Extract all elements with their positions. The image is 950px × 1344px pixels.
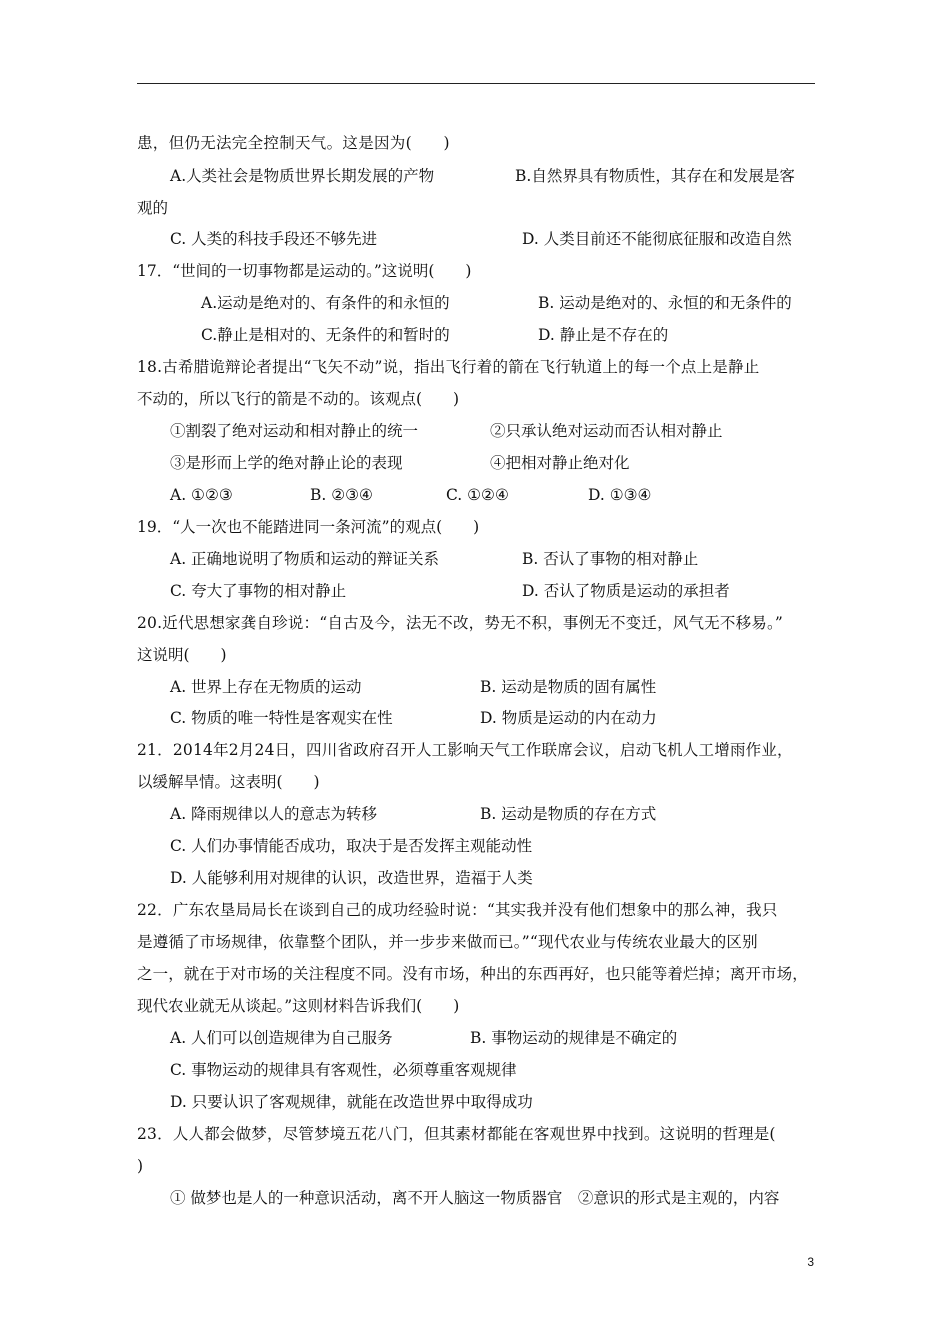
option-d: D. ①③④ — [588, 486, 652, 504]
question-21: 21．2014年2月24日，四川省政府召开人工影响天气工作联席会议，启动飞机人工增雨作业， — [137, 741, 793, 759]
question-17: 17．“世间的一切事物都是运动的。”这说明( ) — [137, 262, 472, 280]
option-c: C. 夸大了事物的相对静止 — [170, 582, 347, 600]
question-22: 22．广东农垦局局长在谈到自己的成功经验时说：“其实我并没有他们想象中的那么神，我只 — [137, 901, 778, 919]
option-c: C. ①②④ — [446, 486, 509, 504]
option-b: B. 运动是物质的存在方式 — [480, 805, 657, 823]
option-b: B. 事物运动的规律是不确定的 — [470, 1029, 678, 1047]
option-b: B. ②③④ — [310, 486, 373, 504]
option-a: A.运动是绝对的、有条件的和永恒的 — [201, 294, 450, 312]
statement-3: ③是形而上学的绝对静止论的表现 — [170, 454, 403, 472]
text-line: 现代农业就无从谈起。”这则材料告诉我们( ) — [137, 997, 460, 1015]
page-number: 3 — [807, 1255, 814, 1269]
option-d: D. 人能够利用对规律的认识，改造世界，造福于人类 — [170, 869, 533, 887]
statement-2: ②只承认绝对运动而否认相对静止 — [490, 422, 723, 440]
text-line: ) — [137, 1157, 144, 1175]
text-line: 之一，就在于对市场的关注程度不同。没有市场，种出的东西再好，也只能等着烂掉；离开市场， — [137, 965, 808, 983]
text-line: 患，但仍无法完全控制天气。这是因为( ) — [137, 134, 450, 152]
option-c: C. 人类的科技手段还不够先进 — [170, 230, 378, 248]
option-a: A. 正确地说明了物质和运动的辩证关系 — [170, 550, 440, 568]
statement-4: ④把相对静止绝对化 — [490, 454, 630, 472]
statement-1: ① 做梦也是人的一种意识活动，离不开人脑这一物质器官 ②意识的形式是主观的，内容 — [170, 1189, 780, 1207]
option-b: B. 否认了事物的相对静止 — [522, 550, 699, 568]
option-a: A. 降雨规律以人的意志为转移 — [170, 805, 378, 823]
option-b: B. 运动是物质的固有属性 — [480, 678, 657, 696]
option-c: C. 事物运动的规律具有客观性，必须尊重客观规律 — [170, 1061, 517, 1079]
question-23: 23．人人都会做梦，尽管梦境五花八门，但其素材都能在客观世界中找到。这说明的哲理是( — [137, 1125, 776, 1143]
text-line: 以缓解旱情。这表明( ) — [137, 773, 320, 791]
question-18: 18.古希腊诡辩论者提出“飞矢不动”说，指出飞行着的箭在飞行轨道上的每一个点上是静止 — [137, 358, 760, 376]
option-d: D. 只要认识了客观规律，就能在改造世界中取得成功 — [170, 1093, 533, 1111]
option-d: D. 静止是不存在的 — [538, 326, 669, 344]
text-line: 不动的，所以飞行的箭是不动的。该观点( ) — [137, 390, 460, 408]
question-20: 20.近代思想家龚自珍说：“自古及今，法无不改，势无不积，事例无不变迁，风气无不移易。” — [137, 614, 784, 632]
question-19: 19．“人一次也不能踏进同一条河流”的观点( ) — [137, 518, 480, 536]
statement-1: ①割裂了绝对运动和相对静止的统一 — [170, 422, 419, 440]
option-c: C.静止是相对的、无条件的和暂时的 — [201, 326, 450, 344]
option-b: B. 运动是绝对的、永恒的和无条件的 — [538, 294, 792, 312]
option-d: D. 物质是运动的内在动力 — [480, 709, 657, 727]
option-a: A. ①②③ — [170, 486, 233, 504]
option-c: C. 物质的唯一特性是客观实在性 — [170, 709, 393, 727]
header-rule — [137, 83, 815, 84]
option-a: A. 人们可以创造规律为自己服务 — [170, 1029, 393, 1047]
text-line: 这说明( ) — [137, 646, 227, 664]
option-a: A.人类社会是物质世界长期发展的产物 — [170, 167, 435, 185]
text-line: 是遵循了市场规律，依靠整个团队，并一步步来做而已。”“现代农业与传统农业最大的区别 — [137, 933, 758, 951]
option-d: D. 人类目前还不能彻底征服和改造自然 — [522, 230, 792, 248]
option-a: A. 世界上存在无物质的运动 — [170, 678, 362, 696]
option-d: D. 否认了物质是运动的承担者 — [522, 582, 730, 600]
option-c: C. 人们办事情能否成功，取决于是否发挥主观能动性 — [170, 837, 533, 855]
text-line: 观的 — [137, 199, 169, 217]
option-b: B.自然界具有物质性，其存在和发展是客 — [515, 167, 795, 185]
